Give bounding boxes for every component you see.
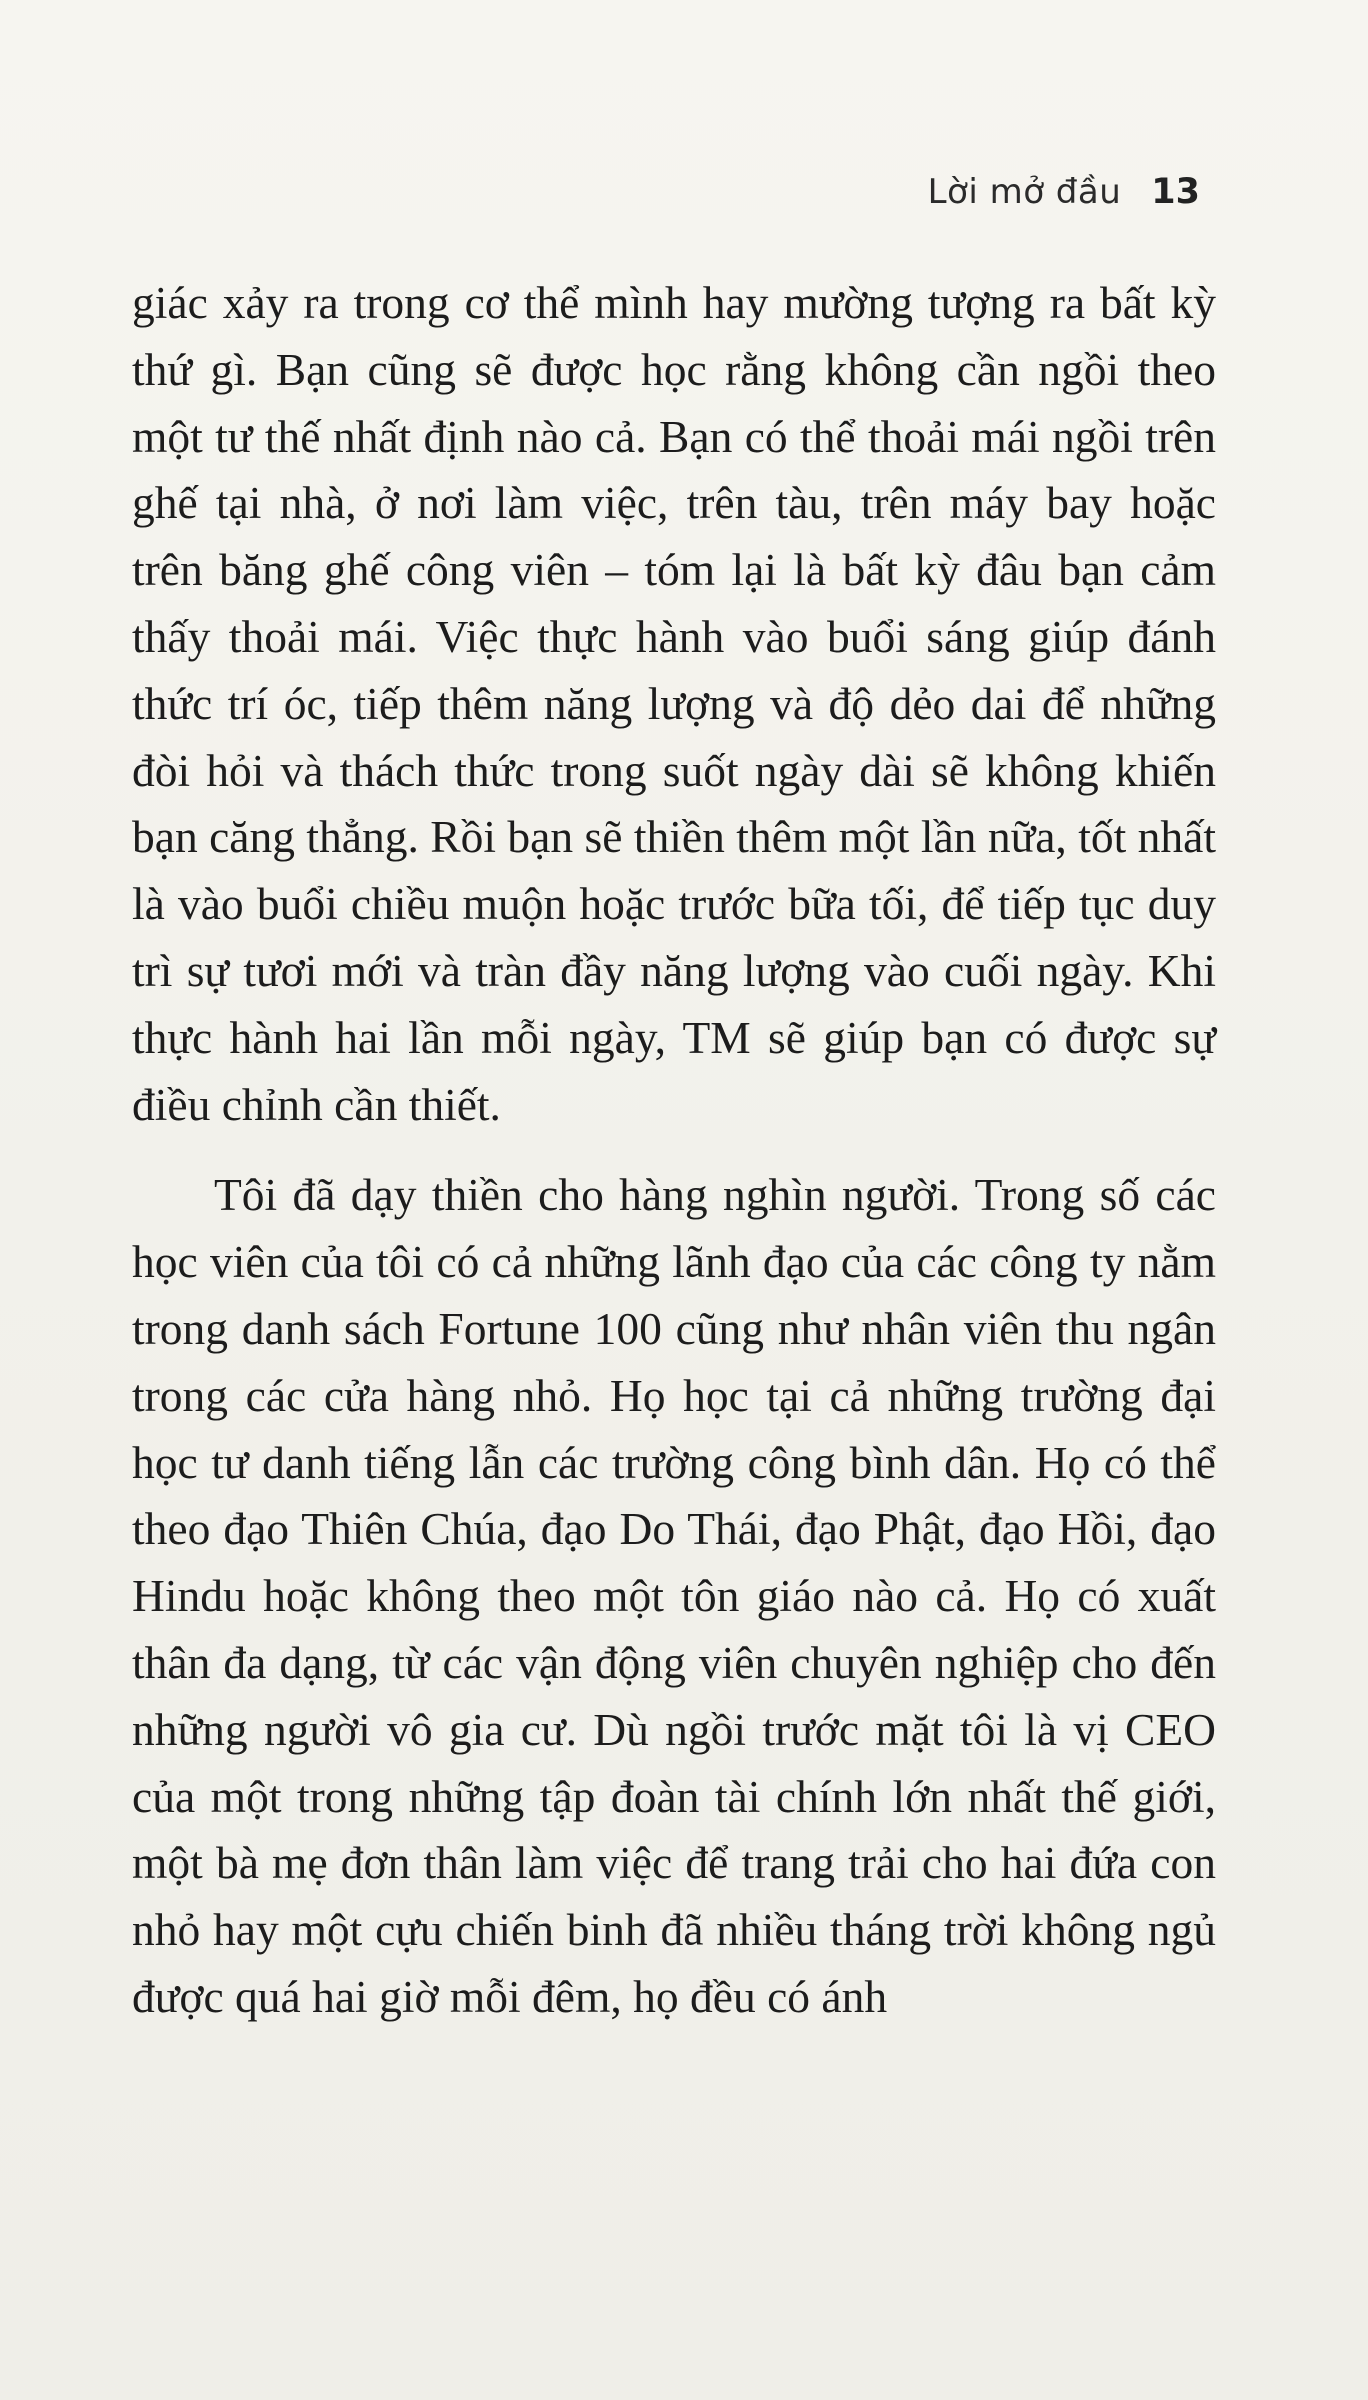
paragraph-continued: giác xảy ra trong cơ thể mình hay mường tượng ra bất kỳ thứ gì. Bạn cũng sẽ được học rằng không cần ngồi theo một tư thế nhất định nào cả. Bạn có thể thoải mái ngồi trên ghế tại nhà, ở nơi làm việc, trên tàu, trên máy bay hoặc trên băng ghế công viên – tóm lại là bất kỳ đâu bạn cảm thấy thoải mái. Việc thực hành vào buổi sáng giúp đánh thức trí óc, tiếp thêm năng lượng và độ dẻo dai để những đòi hỏi và thách thức trong suốt ngày dài sẽ không khiến bạn căng thẳng. Rồi bạn sẽ thiền thêm một lần nữa, tốt nhất là vào buổi chiều muộn hoặc trước bữa tối, để tiếp tục duy trì sự tươi mới và tràn đầy năng lượng vào cuối ngày. Khi thực hành hai lần mỗi ngày, TM sẽ giúp bạn có được sự điều chỉnh cần thiết. [132, 277, 1216, 1130]
paragraph: Tôi đã dạy thiền cho hàng nghìn người. Trong số các học viên của tôi có cả những lãnh đạo của các công ty nằm trong danh sách Fortune 100 cũng như nhân viên thu ngân trong các cửa hàng nhỏ. Họ học tại cả những trường đại học tư danh tiếng lẫn các trường công bình dân. Họ có thể theo đạo Thiên Chúa, đạo Do Thái, đạo Phật, đạo Hồi, đạo Hindu hoặc không theo một tôn giáo nào cả. Họ có xuất thân đa dạng, từ các vận động viên chuyên nghiệp cho đến những người vô gia cư. Dù ngồi trước mặt tôi là vị CEO của một trong những tập đoàn tài chính lớn nhất thế giới, một bà mẹ đơn thân làm việc để trang trải cho hai đứa con nhỏ hay một cựu chiến binh đã nhiều tháng trời không ngủ được quá hai giờ mỗi đêm, họ đều có ánh [132, 1169, 1216, 2022]
page-number: 13 [1151, 172, 1200, 212]
section-title: Lời mở đầu [927, 172, 1122, 212]
running-header [928, 172, 1200, 212]
body-text [132, 270, 1216, 2031]
